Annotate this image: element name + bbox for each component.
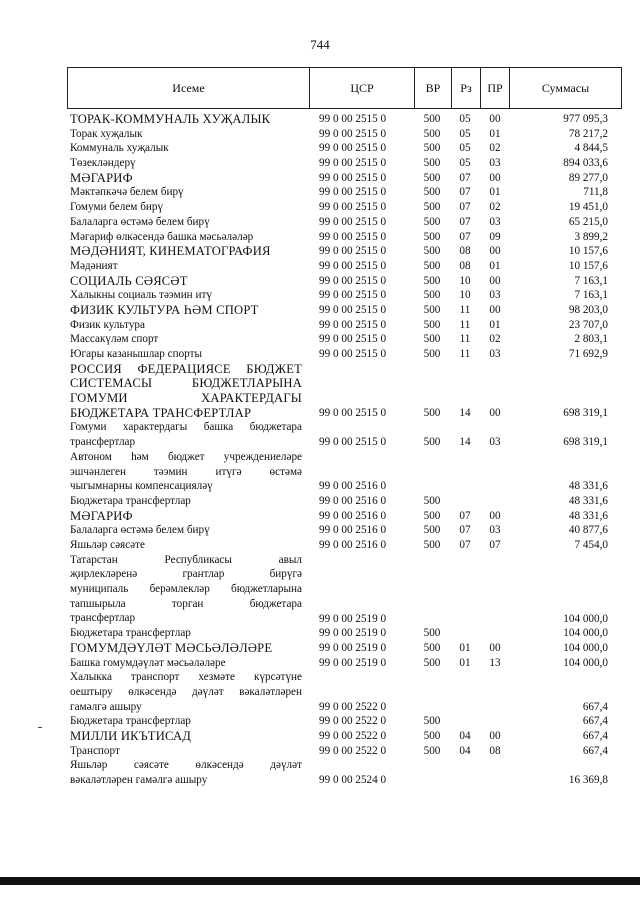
table-row <box>0 185 640 200</box>
row-pr: 01 <box>489 127 501 140</box>
row-name-line: Балаларга өстәмә белем бирү <box>70 215 210 228</box>
table-row <box>0 670 640 714</box>
row-csr: 99 0 00 2515 0 <box>319 289 387 302</box>
row-csr: 99 0 00 2515 0 <box>319 259 387 272</box>
row-sum: 10 157,6 <box>568 259 608 272</box>
row-vr: 500 <box>423 113 441 125</box>
row-rz: 07 <box>459 186 471 199</box>
row-pr: 02 <box>489 142 501 155</box>
row-csr: 99 0 00 2519 0 <box>319 656 387 669</box>
row-rz: 08 <box>459 245 471 258</box>
row-pr: 03 <box>489 348 501 360</box>
row-sum: 48 331,6 <box>568 509 608 522</box>
table-row <box>0 656 640 671</box>
table-row <box>0 523 640 538</box>
row-name-line: ФИЗИК КУЛЬТУРА ҺӘМ СПОРТ <box>70 302 259 317</box>
row-sum: 71 692,9 <box>568 348 608 360</box>
row-name <box>70 230 302 245</box>
row-sum: 3 899,2 <box>574 230 608 243</box>
row-name <box>70 112 302 127</box>
row-name <box>70 171 302 186</box>
row-pr <box>482 626 508 641</box>
row-pr <box>482 773 508 788</box>
row-vr: 500 <box>423 524 441 537</box>
header-rz: Рз <box>460 81 472 95</box>
row-pr: 01 <box>489 186 501 199</box>
row-vr <box>416 479 448 494</box>
row-name <box>70 332 302 347</box>
row-name-line: вәкаләтләрен гамәлгә ашыру <box>70 774 208 787</box>
row-name-line: ГОМУМИ ХАРАКТЕРДАГЫ <box>70 391 302 406</box>
row-rz: 07 <box>459 201 471 214</box>
row-csr: 99 0 00 2524 0 <box>319 774 387 787</box>
row-vr: 500 <box>423 259 441 272</box>
row-name-line: гамәлгә ашыру <box>70 700 142 713</box>
row-csr: 99 0 00 2515 0 <box>319 245 387 258</box>
table-row <box>0 288 640 303</box>
row-sum: 2 803,1 <box>574 333 608 346</box>
row-sum: 711,8 <box>583 186 608 199</box>
row-name <box>70 215 302 230</box>
row-vr: 500 <box>423 289 441 302</box>
row-pr: 02 <box>489 333 501 346</box>
row-pr: 00 <box>489 509 501 522</box>
row-pr: 00 <box>489 406 501 419</box>
row-csr: 99 0 00 2515 0 <box>319 318 387 331</box>
row-csr: 99 0 00 2515 0 <box>319 348 387 360</box>
row-pr: 00 <box>489 303 501 316</box>
row-rz: 11 <box>459 318 471 331</box>
row-pr: 00 <box>489 113 501 125</box>
row-pr: 01 <box>489 318 501 331</box>
row-vr <box>416 773 448 788</box>
row-rz: 05 <box>459 113 471 125</box>
row-name-line: эшчәнлеген тәэмин итүгә өстәмә <box>70 465 302 478</box>
row-name <box>70 744 302 759</box>
row-vr: 500 <box>423 333 441 346</box>
row-sum: 7 163,1 <box>574 289 608 302</box>
header-pr: ПР <box>487 81 503 95</box>
row-name-line: Балаларга өстәмә белем бирү <box>70 524 210 537</box>
table-row <box>0 758 640 787</box>
header-sum: Суммасы <box>541 81 590 95</box>
row-name <box>70 274 302 289</box>
margin-mark <box>38 727 42 728</box>
row-sum: 104 000,0 <box>563 612 608 625</box>
row-name <box>70 656 302 671</box>
row-name <box>70 200 302 215</box>
table-row <box>0 215 640 230</box>
row-vr: 500 <box>423 436 441 449</box>
row-rz: 01 <box>459 656 471 669</box>
row-vr: 500 <box>423 230 441 243</box>
row-name <box>70 127 302 142</box>
row-pr: 07 <box>489 539 501 552</box>
row-name <box>70 141 302 156</box>
table-row <box>0 274 640 289</box>
row-name <box>70 259 302 274</box>
row-rz: 04 <box>459 744 471 757</box>
row-vr: 500 <box>423 171 441 184</box>
row-name <box>70 509 302 524</box>
row-sum: 89 277,0 <box>568 171 608 184</box>
row-vr: 500 <box>423 215 441 228</box>
row-name-line: Бюджетара трансфертлар <box>70 494 191 507</box>
row-sum: 667,4 <box>582 730 608 743</box>
header-name: Исеме <box>172 81 205 95</box>
table-row <box>0 141 640 156</box>
header-csr: ЦСР <box>350 81 374 95</box>
row-name-line: Яшьләр сәясәте <box>70 539 145 552</box>
table-row <box>0 156 640 171</box>
row-rz: 07 <box>459 171 471 184</box>
row-csr: 99 0 00 2515 0 <box>319 303 387 316</box>
row-sum: 7 454,0 <box>574 539 608 552</box>
row-pr: 13 <box>489 656 501 669</box>
row-name <box>70 714 302 729</box>
row-csr: 99 0 00 2522 0 <box>319 744 387 757</box>
row-name-line: Гомуми характердагы башка бюджетара <box>70 421 302 434</box>
row-sum: 10 157,6 <box>568 245 608 258</box>
row-pr <box>482 700 508 715</box>
row-pr: 00 <box>489 171 501 184</box>
row-rz <box>452 626 478 641</box>
row-name-line: МӘГАРИФ <box>70 508 133 523</box>
row-name-line: Автоном һәм бюджет учреждениеләре <box>70 450 302 463</box>
table-row <box>0 318 640 333</box>
row-rz <box>452 612 478 627</box>
row-name-line: трансфертлар <box>70 436 136 449</box>
table-row <box>0 626 640 641</box>
row-sum: 698 319,1 <box>563 406 608 419</box>
row-csr: 99 0 00 2519 0 <box>319 627 387 640</box>
row-rz: 05 <box>459 142 471 155</box>
row-csr: 99 0 00 2522 0 <box>319 730 387 743</box>
row-name-line: ТОРАК-КОММУНАЛЬ ХУҖАЛЫК <box>70 112 271 126</box>
row-sum: 48 331,6 <box>568 480 608 493</box>
row-vr: 500 <box>423 348 441 360</box>
row-pr: 03 <box>489 436 501 449</box>
row-sum: 667,4 <box>582 715 608 728</box>
row-rz <box>452 714 478 729</box>
row-sum: 667,4 <box>582 744 608 757</box>
row-name-line: МӘГАРИФ <box>70 170 133 185</box>
row-pr: 09 <box>489 230 501 243</box>
row-csr: 99 0 00 2516 0 <box>319 524 387 537</box>
row-name-line: тапшырыла торган бюджетара <box>70 597 302 610</box>
row-vr: 500 <box>423 127 441 140</box>
row-sum: 894 033,6 <box>563 157 608 170</box>
row-name-line: Бюджетара трансфертлар <box>70 715 191 728</box>
row-name-line: Массакүләм спорт <box>70 333 159 346</box>
row-pr: 00 <box>489 641 501 654</box>
row-csr: 99 0 00 2519 0 <box>319 641 387 654</box>
row-vr <box>416 612 448 627</box>
row-csr: 99 0 00 2515 0 <box>319 113 387 125</box>
row-csr: 99 0 00 2515 0 <box>319 127 387 140</box>
row-name-line: Физик культура <box>70 318 145 331</box>
row-name <box>70 450 302 494</box>
row-sum: 7 163,1 <box>574 274 608 287</box>
row-csr: 99 0 00 2515 0 <box>319 274 387 287</box>
row-vr: 500 <box>423 509 441 522</box>
row-pr: 03 <box>489 524 501 537</box>
row-vr: 500 <box>423 539 441 552</box>
header-vr: ВР <box>425 81 441 95</box>
row-pr <box>482 612 508 627</box>
table-row <box>0 230 640 245</box>
row-vr: 500 <box>423 201 441 214</box>
row-rz <box>452 479 478 494</box>
row-pr: 03 <box>489 157 501 170</box>
table-row <box>0 494 640 509</box>
row-rz: 07 <box>459 215 471 228</box>
row-csr: 99 0 00 2515 0 <box>319 157 387 170</box>
row-vr: 500 <box>423 318 441 331</box>
row-name <box>70 538 302 553</box>
row-pr: 01 <box>489 259 501 272</box>
row-name-line: РОССИЯ ФЕДЕРАЦИЯСЕ БЮДЖЕТ <box>70 361 302 376</box>
row-sum: 104 000,0 <box>563 627 608 640</box>
row-rz: 11 <box>459 333 471 346</box>
row-csr: 99 0 00 2515 0 <box>319 230 387 243</box>
row-csr: 99 0 00 2519 0 <box>319 612 387 625</box>
row-sum: 19 451,0 <box>568 201 608 214</box>
row-name-line: Халыкка транспорт хезмәте күрсәтүне <box>70 671 302 684</box>
row-name-line: Мәгариф өлкәсендә башка мәсьәләләр <box>70 230 254 243</box>
row-name <box>70 244 302 259</box>
row-name-line: Яшьләр сәясәте өлкәсендә дәүләт <box>70 759 302 772</box>
row-sum: 98 203,0 <box>568 303 608 316</box>
row-pr: 08 <box>489 744 501 757</box>
row-name <box>70 288 302 303</box>
row-rz: 10 <box>459 274 471 287</box>
row-vr: 500 <box>423 641 441 654</box>
row-name <box>70 670 302 714</box>
row-pr <box>482 714 508 729</box>
row-name <box>70 729 302 744</box>
row-csr: 99 0 00 2515 0 <box>319 142 387 155</box>
table-row <box>0 509 640 524</box>
row-sum: 65 215,0 <box>568 215 608 228</box>
row-csr: 99 0 00 2515 0 <box>319 201 387 214</box>
row-sum: 698 319,1 <box>563 436 608 449</box>
table-row <box>0 450 640 494</box>
row-name <box>70 362 302 421</box>
row-sum: 104 000,0 <box>563 641 608 654</box>
row-csr: 99 0 00 2515 0 <box>319 333 387 346</box>
table-row <box>0 641 640 656</box>
row-csr: 99 0 00 2515 0 <box>319 215 387 228</box>
row-csr: 99 0 00 2516 0 <box>319 494 387 507</box>
row-name-line: МӘДӘНИЯТ, КИНЕМАТОГРАФИЯ <box>70 244 271 259</box>
row-name-line: Бюджетара трансфертлар <box>70 627 191 640</box>
row-rz: 04 <box>459 730 471 743</box>
table-row <box>0 200 640 215</box>
row-name-line: Гомуми белем бирү <box>70 201 164 214</box>
row-name <box>70 494 302 509</box>
row-vr: 500 <box>423 627 441 640</box>
table-row <box>0 744 640 759</box>
row-csr: 99 0 00 2522 0 <box>319 700 387 713</box>
row-pr: 00 <box>489 730 501 743</box>
table-row <box>0 553 640 627</box>
table-row <box>0 112 640 127</box>
row-name <box>70 420 302 449</box>
row-pr <box>482 494 508 509</box>
page-number: 744 <box>310 37 330 52</box>
row-name <box>70 641 302 656</box>
row-vr: 500 <box>423 730 441 743</box>
row-name-line: оештыру өлкәсендә дәүләт вәкаләтләрен <box>70 685 302 698</box>
row-name <box>70 553 302 626</box>
table-row <box>0 244 640 259</box>
row-name-line: Башка гомумдәүләт мәсьәләләре <box>70 656 226 669</box>
row-csr: 99 0 00 2515 0 <box>319 186 387 199</box>
row-name-line: трансфертлар <box>70 612 136 625</box>
row-pr: 03 <box>489 215 501 228</box>
row-name-line: БЮДЖЕТАРА ТРАНСФЕРТЛАР <box>70 405 252 420</box>
row-name-line: Мәктәпкәчә белем бирү <box>70 186 184 199</box>
row-rz: 07 <box>459 230 471 243</box>
table-row <box>0 171 640 186</box>
row-name-line: Татарстан Республикасы авыл <box>70 553 302 566</box>
row-rz: 01 <box>459 641 471 654</box>
row-vr: 500 <box>423 494 441 507</box>
row-rz <box>452 700 478 715</box>
row-name-line: Транспорт <box>70 744 120 757</box>
row-name-line: СОЦИАЛЬ СӘЯСӘТ <box>70 273 188 288</box>
row-vr: 500 <box>423 715 441 728</box>
row-sum: 23 707,0 <box>568 318 608 331</box>
row-rz: 14 <box>459 406 471 419</box>
row-rz: 10 <box>459 289 471 302</box>
row-name <box>70 758 302 787</box>
row-name-line: Коммуналь хуҗалык <box>70 142 169 155</box>
row-vr: 500 <box>423 656 441 669</box>
table-row <box>0 714 640 729</box>
row-rz: 11 <box>459 303 471 316</box>
row-rz: 05 <box>459 157 471 170</box>
table-row <box>0 332 640 347</box>
row-name <box>70 523 302 538</box>
table-row <box>0 362 640 421</box>
row-rz: 07 <box>459 509 471 522</box>
table-row <box>0 127 640 142</box>
row-sum: 48 331,6 <box>568 494 608 507</box>
row-sum: 40 877,6 <box>568 524 608 537</box>
row-name <box>70 303 302 318</box>
row-name <box>70 347 302 362</box>
table-header <box>67 67 622 109</box>
row-pr <box>482 479 508 494</box>
row-name-line: МИЛЛИ ИКЪТИСАД <box>70 729 192 744</box>
row-pr: 03 <box>489 289 501 302</box>
row-csr: 99 0 00 2515 0 <box>319 436 387 449</box>
table-body <box>0 112 640 788</box>
row-name-line: муниципаль берәмлекләр бюджетларына <box>70 583 302 596</box>
row-vr: 500 <box>423 157 441 170</box>
row-name-line: чыгымнарны компенсацияләү <box>70 480 213 493</box>
row-name-line: Югары казанышлар спорты <box>70 348 203 360</box>
row-name <box>70 185 302 200</box>
row-vr <box>416 700 448 715</box>
row-csr: 99 0 00 2522 0 <box>319 715 387 728</box>
table-row <box>0 303 640 318</box>
table-row <box>0 538 640 553</box>
row-rz: 05 <box>459 127 471 140</box>
row-rz <box>452 494 478 509</box>
row-name-line: ГОМУМДӘҮЛӘТ МӘСЬӘЛӘЛӘРЕ <box>70 640 273 655</box>
row-pr: 00 <box>489 274 501 287</box>
row-sum: 667,4 <box>582 700 608 713</box>
row-vr: 500 <box>423 142 441 155</box>
row-name-line: Торак хуҗалык <box>70 127 143 140</box>
row-name <box>70 318 302 333</box>
scan-bottom-border <box>0 877 640 885</box>
row-name-line: җирлекләренә грантлар бирүгә <box>70 568 302 581</box>
table-row <box>0 729 640 744</box>
row-sum: 16 369,8 <box>568 774 608 787</box>
row-name-line: Мәдәният <box>70 259 118 272</box>
table-row <box>0 420 640 449</box>
row-name-line: Халыкны социаль тәэмин итү <box>70 289 212 302</box>
row-name-line: СИСТЕМАСЫ БЮДЖЕТЛАРЫНА <box>70 376 302 391</box>
row-rz <box>452 773 478 788</box>
row-pr: 02 <box>489 201 501 214</box>
row-rz: 11 <box>459 348 471 360</box>
row-name-line: Төзекләндерү <box>70 157 136 170</box>
row-sum: 104 000,0 <box>563 656 608 669</box>
row-rz: 08 <box>459 259 471 272</box>
row-name <box>70 156 302 171</box>
row-rz: 07 <box>459 539 471 552</box>
row-vr: 500 <box>423 406 441 419</box>
row-vr: 500 <box>423 186 441 199</box>
row-rz: 14 <box>459 436 471 449</box>
row-rz: 07 <box>459 524 471 537</box>
table-row <box>0 347 640 362</box>
table-row <box>0 259 640 274</box>
row-sum: 977 095,3 <box>563 113 608 125</box>
row-csr: 99 0 00 2516 0 <box>319 480 387 493</box>
row-csr: 99 0 00 2516 0 <box>319 509 387 522</box>
row-vr: 500 <box>423 245 441 258</box>
row-vr: 500 <box>423 274 441 287</box>
row-sum: 4 844,5 <box>574 142 608 155</box>
row-csr: 99 0 00 2515 0 <box>319 171 387 184</box>
row-vr: 500 <box>423 744 441 757</box>
row-csr: 99 0 00 2515 0 <box>319 406 387 419</box>
row-vr: 500 <box>423 303 441 316</box>
row-sum: 78 217,2 <box>568 127 608 140</box>
row-pr: 00 <box>489 245 501 258</box>
row-csr: 99 0 00 2516 0 <box>319 539 387 552</box>
row-name <box>70 626 302 641</box>
